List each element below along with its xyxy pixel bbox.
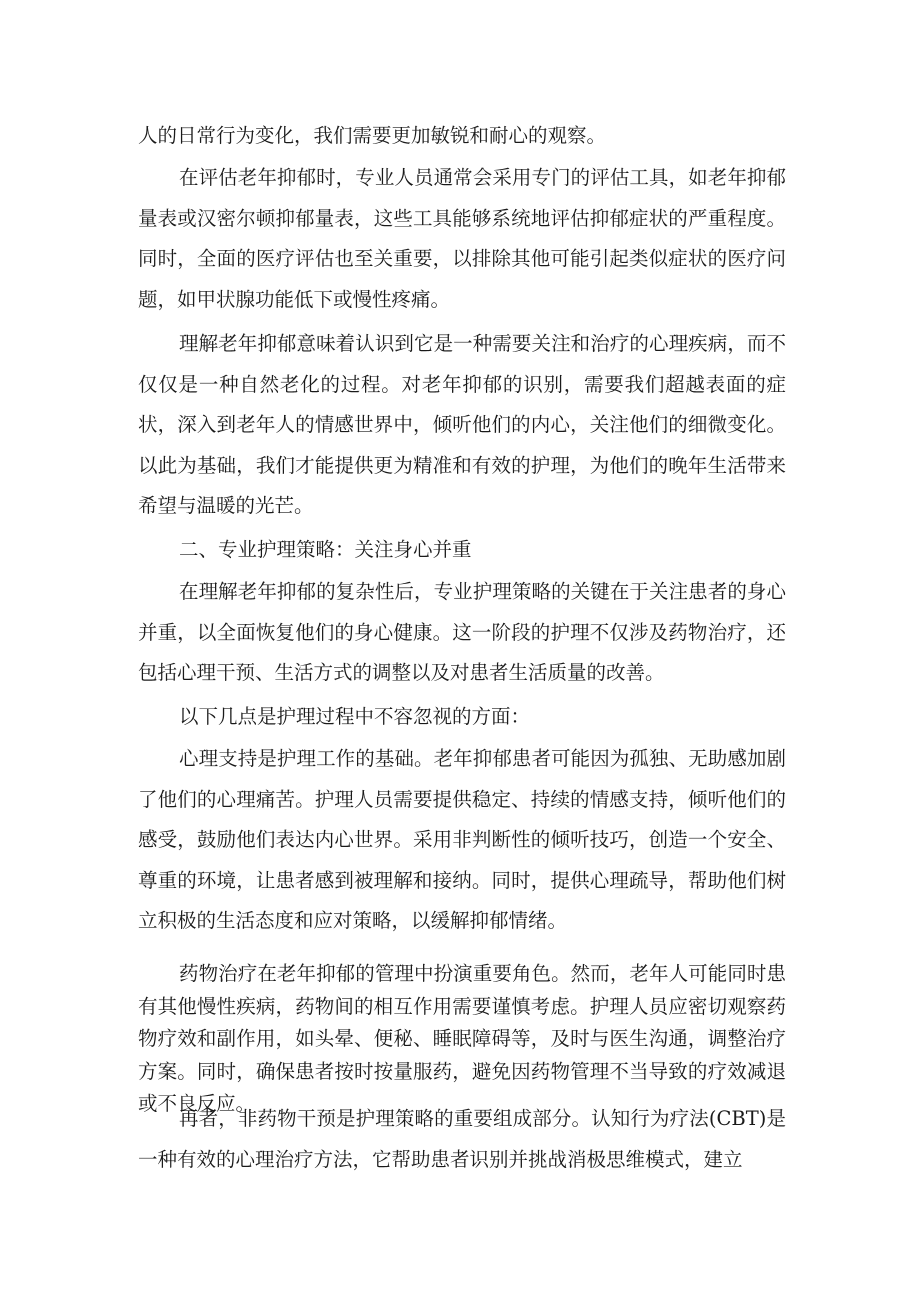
paragraph-understanding-depression: 理解老年抑郁意味着认识到它是一种需要关注和治疗的心理疾病，而不仅仅是一种自然老化的过程。对老年抑郁的识别，需要我们超越表面的症状，深入到老年人的情感世界中，倾听他们的内心，关注他们的细微变化。以此为基础，我们才能提供更为精准和有效的护理，为他们的晚年生活带来希望与温暖的光芒。 bbox=[138, 332, 786, 518]
paragraph-psychological-support: 心理支持是护理工作的基础。老年抑郁患者可能因为孤独、无助感加剧了他们的心理痛苦。护理人员需要提供稳定、持续的情感支持，倾听他们的感受，鼓励他们表达内心世界。采用非判断性的倾听技巧，创造一个安全、尊重的环境，让患者感到被理解和接纳。同时，提供心理疏导，帮助他们树立积极的生活态度和应对策略，以缓解抑郁情绪。 bbox=[138, 747, 786, 933]
paragraph-care-strategy-intro: 在理解老年抑郁的复杂性后，专业护理策略的关键在于关注患者的身心并重，以全面恢复他们的身心健康。这一阶段的护理不仅涉及药物治疗，还包括心理干预、生活方式的调整以及对患者生活质量的改善。 bbox=[138, 580, 786, 685]
section-heading-professional-care: 二、专业护理策略：关注身心并重 bbox=[179, 538, 472, 561]
paragraph-assessment-tools: 在评估老年抑郁时，专业人员通常会采用专门的评估工具，如老年抑郁量表或汉密尔顿抑郁量表，这些工具能够系统地评估抑郁症状的严重程度。同时，全面的医疗评估也至关重要，以排除其他可能引起类似症状的医疗问题，如甲状腺功能低下或慢性疼痛。 bbox=[138, 166, 786, 311]
paragraph-non-drug-intervention: 再者，非药物干预是护理策略的重要组成部分。认知行为疗法(CBT)是一种有效的心理治疗方法，它帮助患者识别并挑战消极思维模式，建立 bbox=[138, 1107, 786, 1171]
paragraph-medication: 药物治疗在老年抑郁的管理中扮演重要角色。然而，老年人可能同时患有其他慢性疾病，药物间的相互作用需要谨慎考虑。护理人员应密切观察药物疗效和副作用，如头晕、便秘、睡眠障碍等，及时与医生沟通，调整治疗方案。同时，确保患者按时按量服药，避免因药物管理不当导致的疗效减退或不良反应。 bbox=[138, 962, 786, 1115]
paragraph-key-points-lead: 以下几点是护理过程中不容忽视的方面： bbox=[179, 705, 531, 728]
paragraph-continuation: 人的日常行为变化，我们需要更加敏锐和耐心的观察。 bbox=[138, 124, 607, 147]
